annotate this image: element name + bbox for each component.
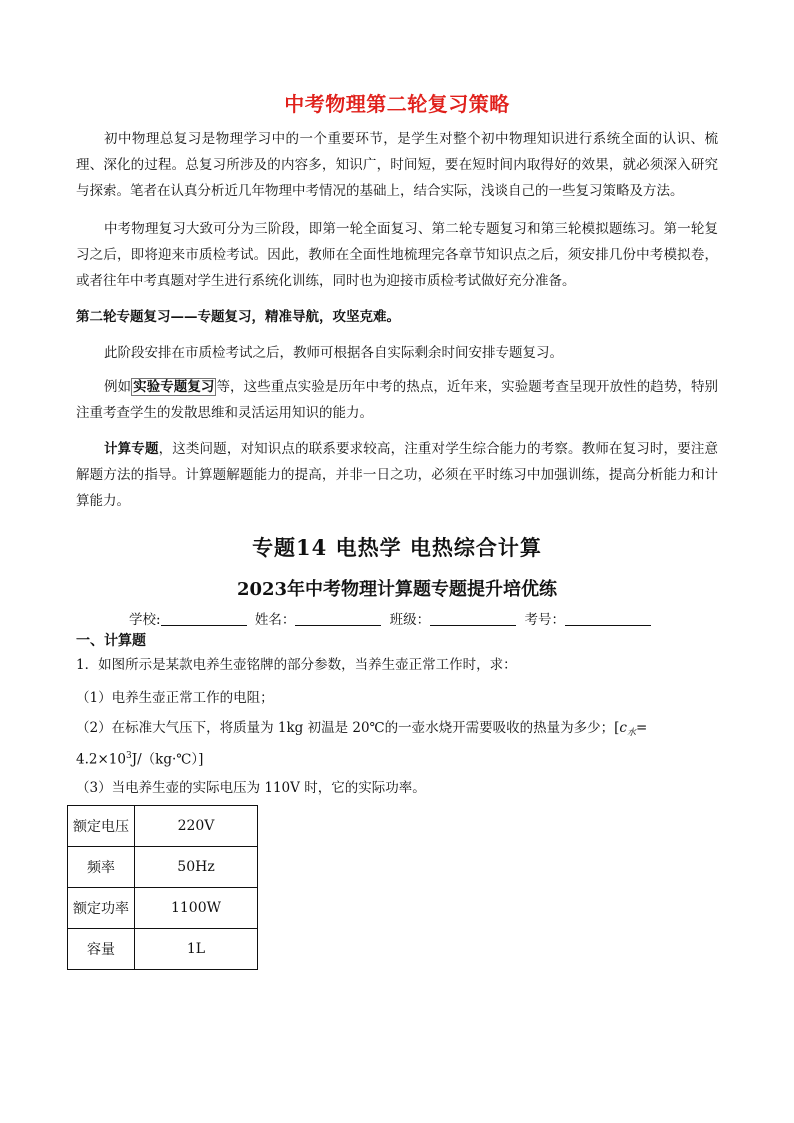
class-label: 班级： <box>389 612 431 628</box>
intro-paragraph-4: 此阶段安排在市质检考试之后，教师可根据各自实际剩余时间安排专题复习。 <box>104 345 563 361</box>
equals-sign: = <box>636 720 648 736</box>
topic-subtitle: 2023年中考物理计算题专题提升培优练 <box>236 579 558 600</box>
table-row <box>68 806 258 847</box>
spec-label: 容量 <box>68 929 135 970</box>
exponent: 3 <box>125 751 132 761</box>
nameplate-table <box>67 805 258 970</box>
strategy-heading: 第二轮专题复习——专题复习，精准导航，攻坚克难。 <box>76 309 400 325</box>
name-label: 姓名： <box>254 612 296 628</box>
class-blank[interactable] <box>430 611 516 626</box>
p6-text: ，这类问题，对知识点的联系要求较高，注重对学生综合能力的考察。教师在复习时，要注意解题方法的指导。计算题解题能力的提高，并非一日之功，必须在平时练习中加强训练，提高分析能力和计算能力。 <box>76 441 719 509</box>
spec-value: 220V <box>135 806 258 847</box>
section-title: 一、计算题 <box>76 633 146 649</box>
table-row <box>68 888 258 929</box>
spec-label: 额定功率 <box>68 888 135 929</box>
p5-text: 等，这些重点实验是历年中考的热点，近年来，实验题考查呈现开放性的趋势，特别注重考查学生的发散思维和灵活运用知识的能力。 <box>76 379 719 421</box>
name-blank[interactable] <box>295 611 381 626</box>
topic-title: 专题14 电热学 电热综合计算 <box>252 535 542 560</box>
spec-label: 额定电压 <box>68 806 135 847</box>
table-row <box>68 929 258 970</box>
water-subscript: 水 <box>626 728 636 738</box>
question-stem: 1．如图所示是某款电养生壶铭牌的部分参数，当养生壶正常工作时，求： <box>76 657 517 673</box>
school-label: 学校: <box>129 612 161 628</box>
intro-paragraph-1: 初中物理总复习是物理学习中的一个重要环节，是学生对整个初中物理知识进行系统全面的认识、梳理、深化的过程。总复习所涉及的内容多，知识广，时间短，要在短时间内取得好的效果，就必须深入研究与探索。笔者在认真分析近几年物理中考情况的基础上，结合实际，浅谈自己的一些复习策略及方法。 <box>76 131 718 199</box>
intro-paragraph-6 <box>76 436 718 514</box>
p5-prefix: 例如 <box>104 379 132 395</box>
calculation-topic-label: 计算专题 <box>104 441 159 457</box>
part2-text: （2）在标准大气压下，将质量为 1kg 初温是 20℃的一壶水烧开需要吸收的热量为多少；[ <box>76 720 620 736</box>
number-blank[interactable] <box>565 611 651 626</box>
student-info-row <box>129 608 655 628</box>
number-label: 考号： <box>524 612 565 628</box>
table-row <box>68 847 258 888</box>
spec-value: 50Hz <box>135 847 258 888</box>
question-part-1: （1）电养生壶正常工作的电阻； <box>76 690 274 706</box>
school-blank[interactable] <box>161 611 247 626</box>
spec-value: 1L <box>135 929 258 970</box>
question-part-2 <box>76 718 722 743</box>
question-part-2-continued <box>76 746 722 770</box>
spec-label: 频率 <box>68 847 135 888</box>
page-title: 中考物理第二轮复习策略 <box>284 92 510 116</box>
question-part-3: （3）当电养生壶的实际电压为 110V 时，它的实际功率。 <box>76 780 426 796</box>
spec-value: 1100W <box>135 888 258 929</box>
specific-heat-value: 4.2×10 <box>76 751 126 768</box>
intro-paragraph-2: 中考物理复习大致可分为三阶段，即第一轮全面复习、第二轮专题复习和第三轮模拟题练习。第一轮复习之后，即将迎来市质检考试。因此，教师在全面性地梳理完各章节知识点之后，须安排几份中考模拟卷，或者往年中考真题对学生进行系统化训练，同时也为迎接市质检考试做好充分准备。 <box>76 221 718 289</box>
specific-heat-symbol: c <box>619 720 627 736</box>
specific-heat-unit: J/（kg·℃）] <box>131 751 204 768</box>
experiment-topic-label: 实验专题复习 <box>133 379 215 395</box>
intro-paragraph-5 <box>76 374 718 426</box>
